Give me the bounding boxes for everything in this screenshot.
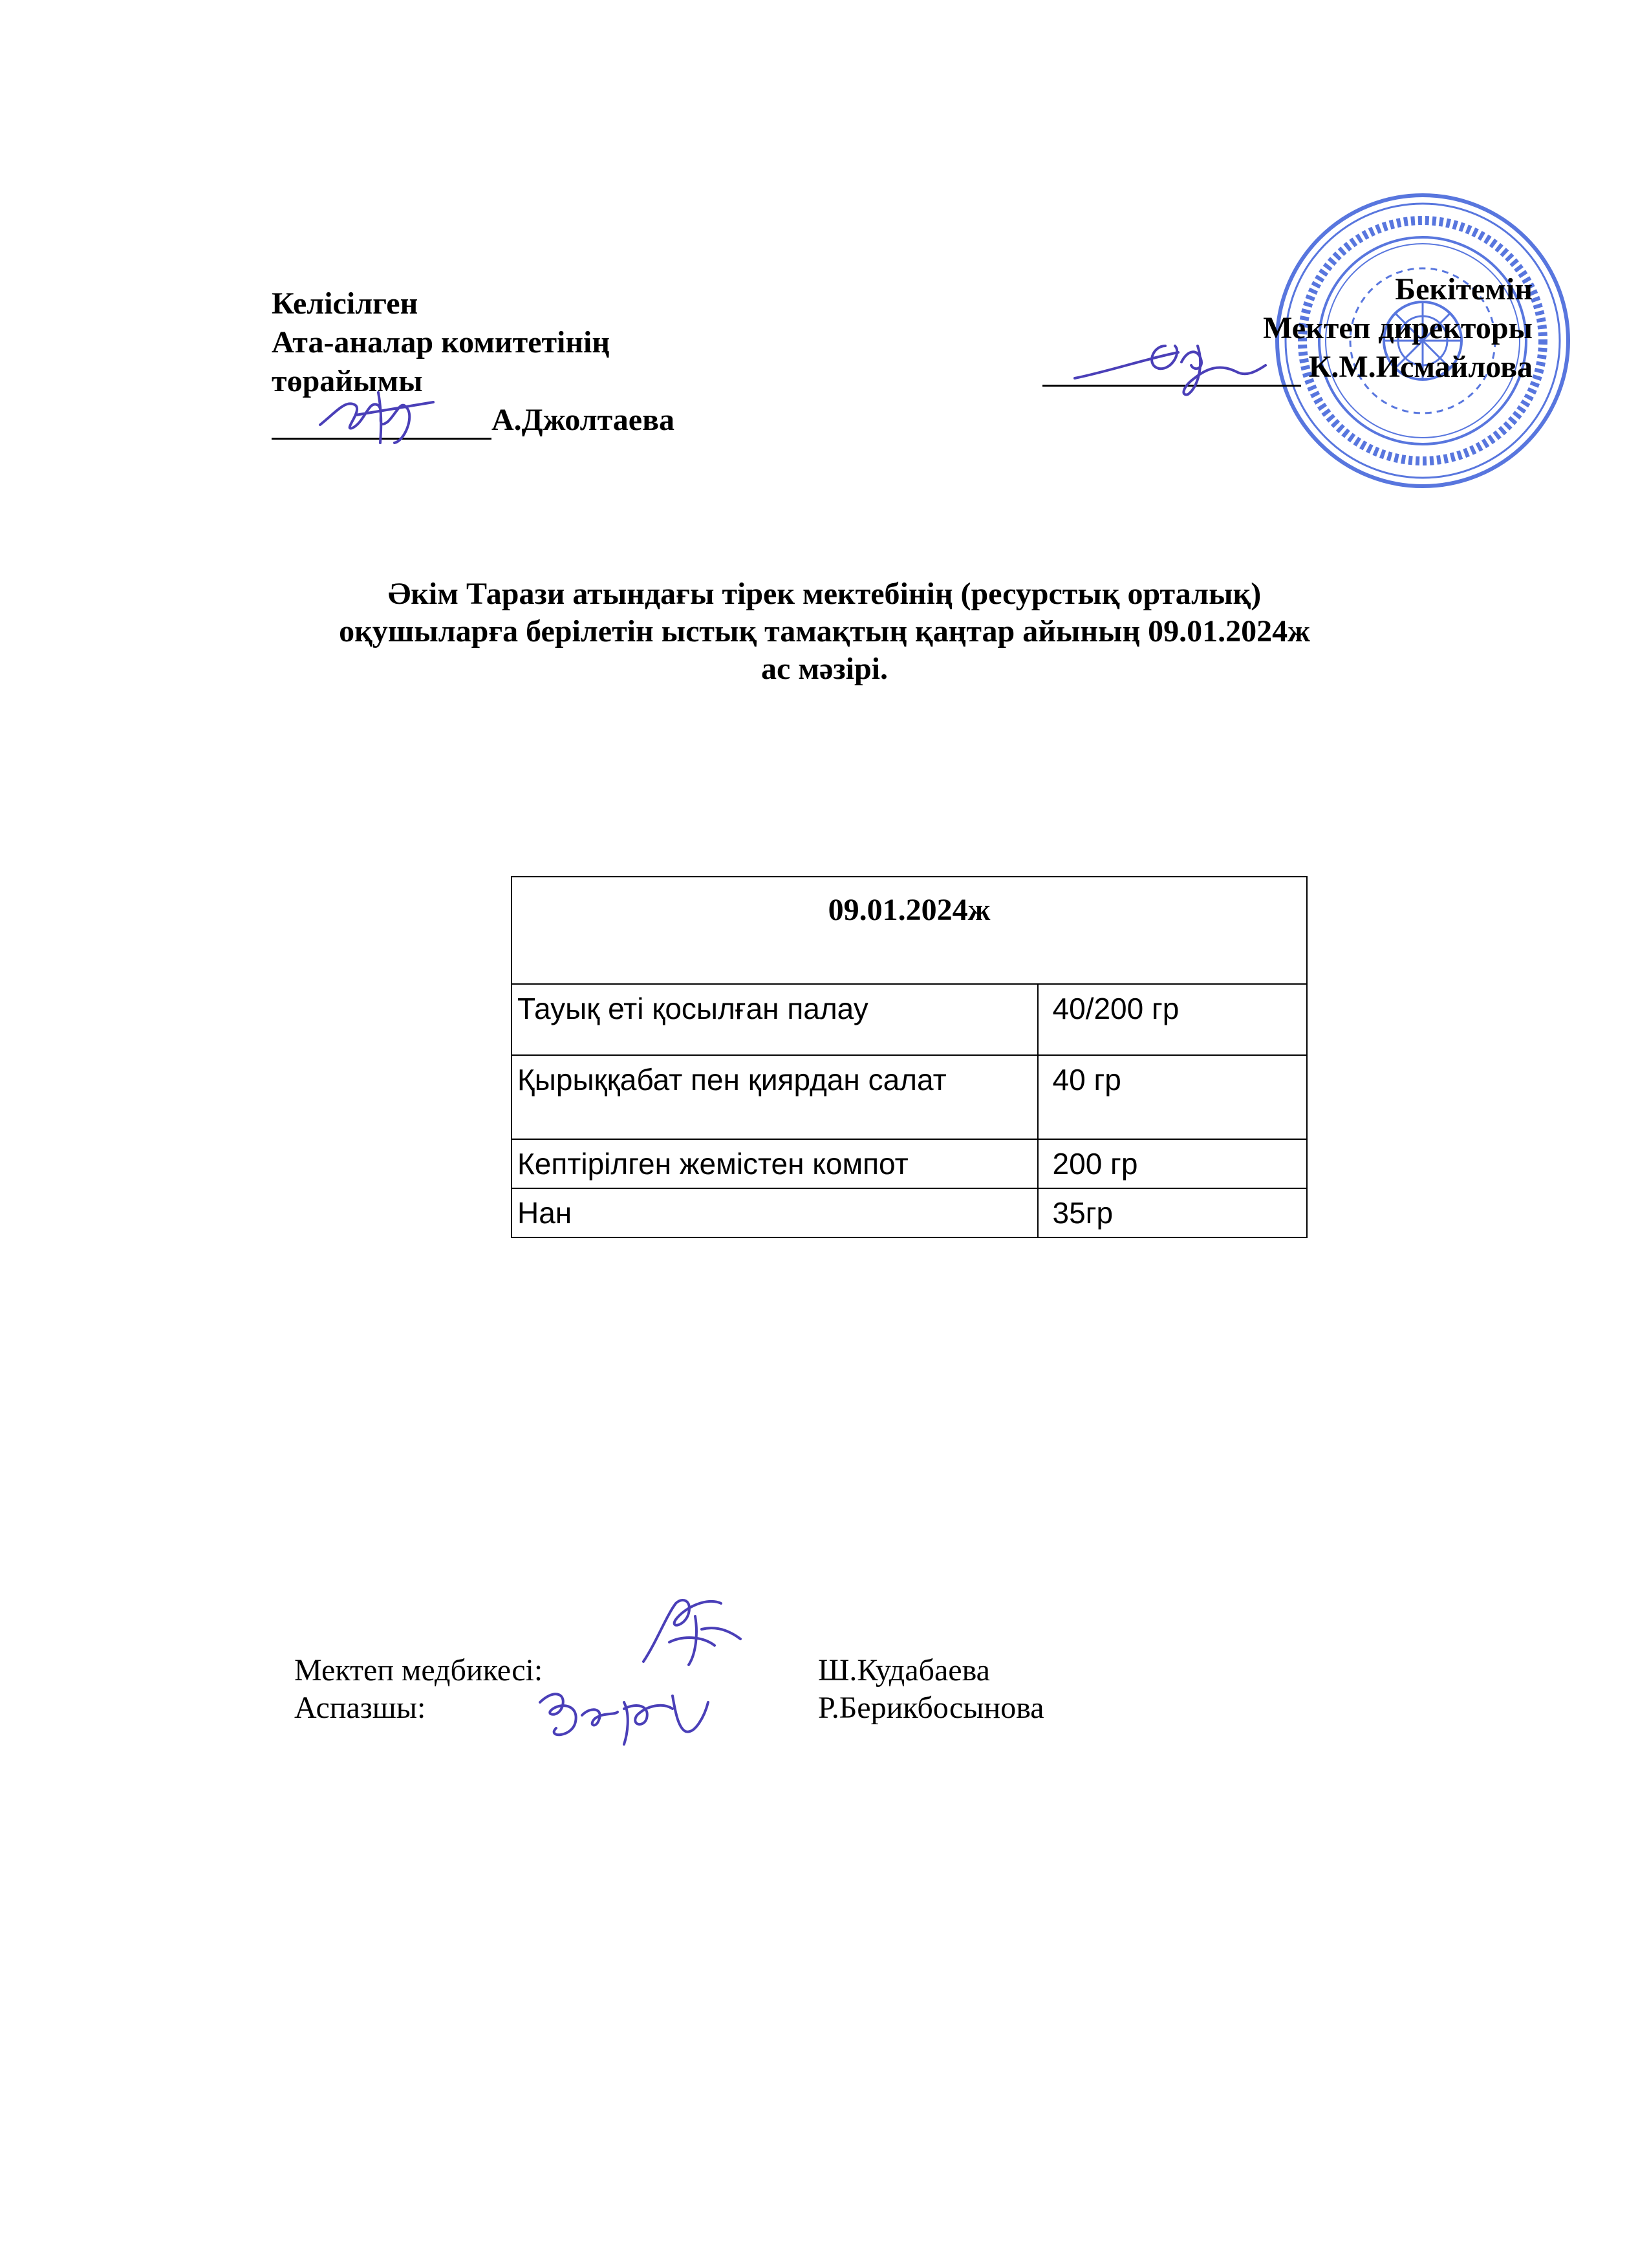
approval-left-committee: Ата-аналар комитетінің — [272, 325, 610, 359]
signature-right-icon — [1068, 326, 1275, 398]
dish-amount: 200 гр — [1038, 1139, 1307, 1188]
staff-role: Аспазшы: — [294, 1691, 426, 1725]
approval-left — [272, 284, 674, 440]
title-line-3: ас мәзірі. — [761, 652, 888, 686]
signature-blank — [1042, 352, 1301, 387]
signature-nurse-icon — [630, 1590, 747, 1668]
approval-left-signature-line — [272, 401, 674, 440]
table-row — [512, 1139, 1307, 1188]
dish-name: Тауық еті қосылған палау — [512, 984, 1038, 1055]
table-row — [512, 984, 1307, 1055]
approval-right-signature-line — [951, 348, 1533, 387]
dish-name: Кептірілген жемістен компот — [512, 1139, 1038, 1188]
signature-cook-icon — [534, 1676, 715, 1748]
staff-name: Р.Берикбосынова — [818, 1691, 1044, 1725]
dish-amount: 40/200 гр — [1038, 984, 1307, 1055]
approval-right-heading: Бекітемін — [1395, 272, 1533, 306]
approval-right-position: Мектеп директоры — [1263, 311, 1533, 345]
staff-name: Ш.Кудабаева — [818, 1653, 990, 1687]
signature-blank — [272, 405, 491, 440]
approval-right-signer: К.М.Исмайлова — [1308, 350, 1533, 384]
dish-name: Нан — [512, 1188, 1038, 1237]
staff-role: Мектеп медбикесі: — [294, 1653, 543, 1687]
table-row — [512, 1055, 1307, 1139]
dish-amount: 35гр — [1038, 1188, 1307, 1237]
table-row — [512, 1188, 1307, 1237]
menu-table — [511, 876, 1308, 1238]
document-title — [194, 575, 1455, 688]
approval-left-signer: А.Джолтаева — [491, 403, 674, 437]
dish-amount: 40 гр — [1038, 1055, 1307, 1139]
table-header-row — [512, 877, 1307, 984]
approval-left-position: төрайымы — [272, 364, 423, 398]
menu-date-header: 09.01.2024ж — [512, 877, 1307, 984]
dish-name: Қырыққабат пен қиярдан салат — [512, 1055, 1038, 1139]
approval-right — [951, 270, 1533, 387]
title-line-2: оқушыларға берілетін ыстық тамақтың қаңтар айының 09.01.2024ж — [339, 614, 1310, 648]
signature-left-icon — [317, 386, 446, 444]
title-line-1: Әкім Тарази атындағы тірек мектебінің (ресурстық орталық) — [387, 577, 1262, 611]
approval-left-heading: Келісілген — [272, 286, 418, 321]
